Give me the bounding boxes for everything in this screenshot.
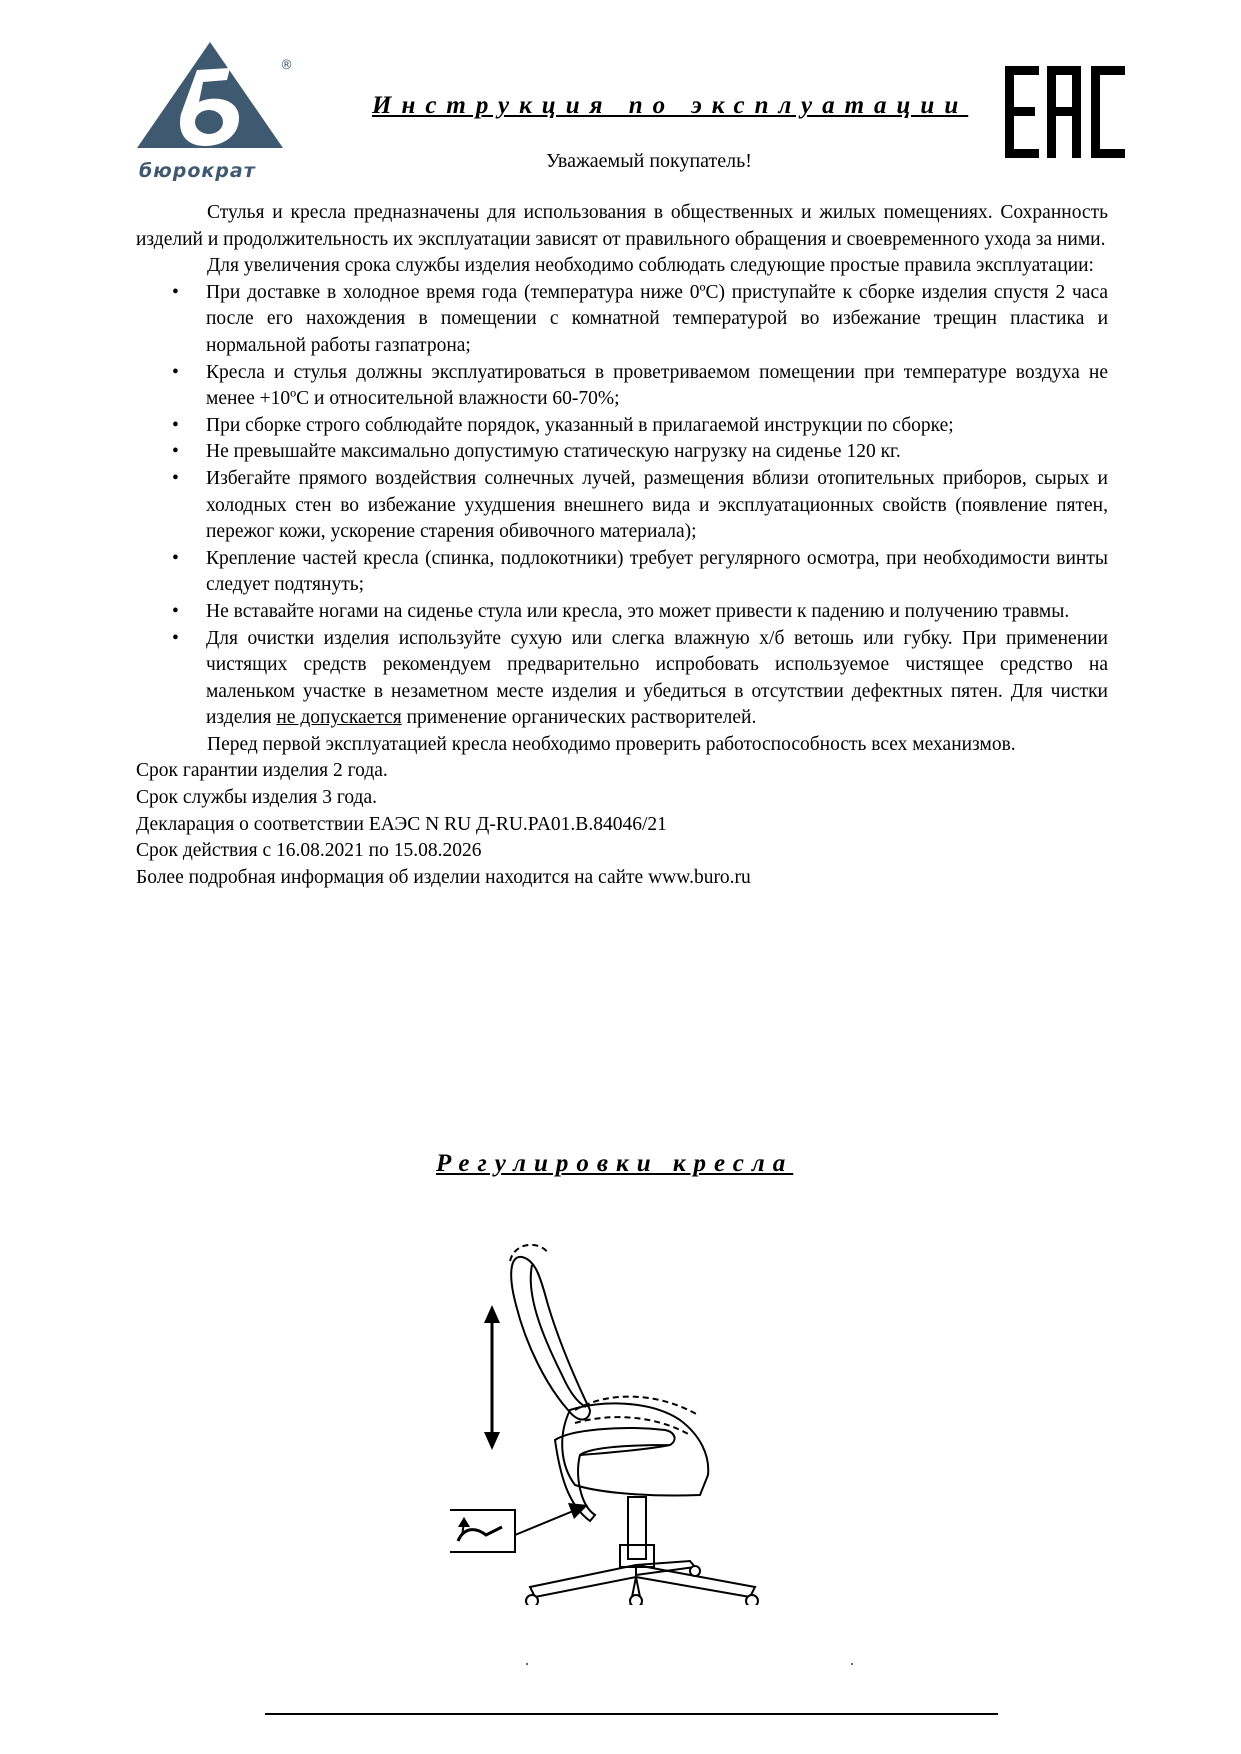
rules-intro-paragraph: Для увеличения срока службы изделия необходимо соблюдать следующие простые правила эксплуатации: bbox=[207, 255, 1094, 277]
greeting: Уважаемый покупатель! bbox=[546, 150, 752, 172]
scan-dot bbox=[526, 1663, 528, 1665]
registered-mark: ® bbox=[280, 58, 293, 73]
validity-line: Срок действия с 16.08.2021 по 15.08.2026 bbox=[136, 840, 482, 862]
logo-text: бюрократ bbox=[139, 160, 256, 182]
list-item-cleaning bbox=[136, 626, 1108, 732]
more-info-line: Более подробная информация об изделии находится на сайте www.buro.ru bbox=[136, 866, 751, 888]
intro-paragraph: Стулья и кресла предназначены для использования в общественных и жилых помещениях. Сохранность изделий и продолжительность их эксплуатации зависят от правильного обращения и своевременного ухода за ними. bbox=[136, 202, 1108, 250]
section-title: Регулировки кресла bbox=[436, 1150, 794, 1177]
check-paragraph: Перед первой эксплуатацией кресла необходимо проверить работоспособность всех механизмов. bbox=[207, 733, 1016, 755]
chair-diagram bbox=[450, 1235, 810, 1605]
cleaning-underlined: не допускается bbox=[276, 707, 402, 729]
instructions-body bbox=[136, 200, 1108, 891]
list-item: • Крепление частей кресла (спинка, подлокотники) требует регулярного осмотра, при необходимости винты следует подтянуть; bbox=[136, 546, 1108, 599]
list-item: • Избегайте прямого воздействия солнечных лучей, размещения вблизи отопительных приборов, сырых и холодных стен во избежание ухудшения внешнего вида и эксплуатационных свойств (появление пятен, пережог кожи, ускорение старения обивочного материала); bbox=[136, 466, 1108, 546]
warranty-line: Срок гарантии изделия 2 года. bbox=[136, 760, 388, 782]
footer-divider bbox=[265, 1713, 998, 1715]
service-life-line: Срок службы изделия 3 года. bbox=[136, 787, 377, 809]
scan-dot bbox=[851, 1663, 853, 1665]
list-item: • Не превышайте максимально допустимую статическую нагрузку на сиденье 120 кг. bbox=[136, 439, 1108, 466]
brand-logo bbox=[135, 40, 293, 190]
list-item: • При сборке строго соблюдайте порядок, указанный в прилагаемой инструкции по сборке; bbox=[136, 413, 1108, 440]
cleaning-text-end: применение органических растворителей. bbox=[406, 707, 757, 729]
list-item: • Кресла и стулья должны эксплуатироваться в проветриваемом помещении при температуре воздуха не менее +10ºС и относительной влажности 60-70%; bbox=[136, 360, 1108, 413]
list-item: • При доставке в холодное время года (температура ниже 0ºС) приступайте к сборке изделия спустя 2 часа после его нахождения в помещении с комнатной температурой во избежание трещин пластика и нормальной работы газпатрона; bbox=[136, 280, 1108, 360]
eac-mark bbox=[1005, 66, 1125, 158]
logo-triangle-icon bbox=[135, 40, 285, 168]
declaration-line: Декларация о соответствии ЕАЭС N RU Д-RU.PA01.B.84046/21 bbox=[136, 813, 667, 835]
rules-list bbox=[136, 280, 1108, 732]
list-item: • Не вставайте ногами на сиденье стула или кресла, это может привести к падению и получению травмы. bbox=[136, 599, 1108, 626]
chair-drawing-icon bbox=[450, 1235, 810, 1605]
cleaning-text: Для очистки изделия используйте сухую или слегка влажную х/б ветошь или губку. При применении чистящих средств рекомендуем предварительно испробовать используемое чистящее средство на маленьком участке в незаметном месте изделия и убедиться в отсутствии дефектных пятен. Для чистки изделия bbox=[206, 627, 1108, 729]
document-title: Инструкция по эксплуатации bbox=[372, 92, 969, 119]
eac-icon bbox=[1005, 66, 1125, 158]
